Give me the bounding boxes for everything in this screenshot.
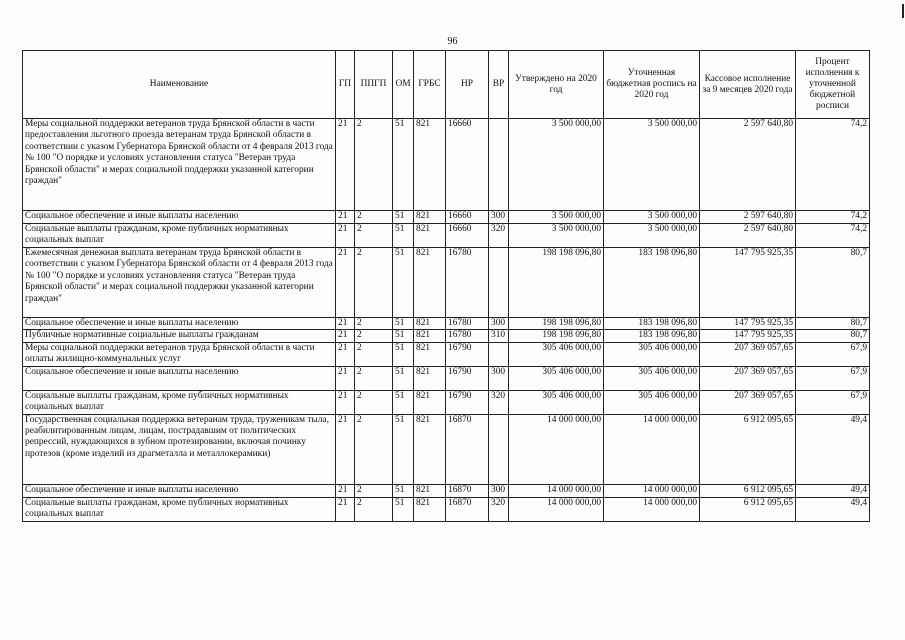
row-percent: 49,4 [796,497,870,521]
scan-edge-mark [902,4,904,18]
row-approved: 305 406 000,00 [509,342,604,366]
table-row [23,414,870,484]
row-vr: 320 [489,224,509,248]
row-percent: 74,2 [796,211,870,224]
row-np: 16870 [446,414,489,484]
row-cash: 6 912 095,65 [700,497,796,521]
row-om: 51 [393,211,414,224]
row-approved: 198 198 096,80 [509,330,604,342]
row-ppgp: 2 [355,119,393,211]
row-grbs: 821 [414,248,446,318]
row-ppgp: 2 [355,211,393,224]
row-cash: 6 912 095,65 [700,484,796,497]
table-row [23,119,870,211]
table-row [23,330,870,342]
row-gp: 21 [336,366,355,390]
row-approved: 305 406 000,00 [509,366,604,390]
row-vr [489,342,509,366]
row-np: 16790 [446,366,489,390]
row-vr: 300 [489,484,509,497]
row-name: Социальное обеспечение и иные выплаты населению [23,211,336,224]
header-refined: Уточненная бюджетная роспись на 2020 год [604,51,700,119]
row-percent: 67,9 [796,390,870,414]
row-ppgp: 2 [355,497,393,521]
table-header-row [23,51,870,119]
table-row [23,211,870,224]
header-approved: Утверждено на 2020 год [509,51,604,119]
row-approved: 14 000 000,00 [509,484,604,497]
header-vr: ВР [489,51,509,119]
row-om: 51 [393,484,414,497]
row-gp: 21 [336,342,355,366]
row-refined: 14 000 000,00 [604,484,700,497]
row-percent: 80,7 [796,318,870,330]
row-np: 16660 [446,119,489,211]
row-grbs: 821 [414,414,446,484]
row-refined: 14 000 000,00 [604,414,700,484]
row-approved: 14 000 000,00 [509,414,604,484]
row-approved: 14 000 000,00 [509,497,604,521]
row-ppgp: 2 [355,330,393,342]
row-approved: 3 500 000,00 [509,224,604,248]
row-grbs: 821 [414,119,446,211]
row-name: Социальное обеспечение и иные выплаты населению [23,366,336,390]
row-np: 16780 [446,318,489,330]
header-grbs: ГРБС [414,51,446,119]
budget-table [22,50,870,522]
row-om: 51 [393,119,414,211]
row-cash: 2 597 640,80 [700,224,796,248]
table-row [23,248,870,318]
row-np: 16780 [446,248,489,318]
header-gp: ГП [336,51,355,119]
table-row [23,484,870,497]
row-vr: 310 [489,330,509,342]
row-name: Меры социальной поддержки ветеранов труда Брянской области в части предоставления льготного проезда ветеранам труда Брянской области в соответствии с указом Губернатора Брянской области от 4 февраля 2013 года № 100 "О порядке и условиях установления статуса "Ветеран труда Брянской области" и мерах социальной поддержки указанной категории граждан" [23,119,336,211]
row-ppgp: 2 [355,366,393,390]
row-om: 51 [393,248,414,318]
row-om: 51 [393,330,414,342]
row-cash: 6 912 095,65 [700,414,796,484]
row-grbs: 821 [414,390,446,414]
row-vr: 320 [489,390,509,414]
row-cash: 207 369 057,65 [700,390,796,414]
table-row [23,497,870,521]
row-gp: 21 [336,497,355,521]
row-vr: 300 [489,366,509,390]
row-om: 51 [393,390,414,414]
row-cash: 147 795 925,35 [700,318,796,330]
row-vr [489,119,509,211]
row-approved: 305 406 000,00 [509,390,604,414]
row-ppgp: 2 [355,414,393,484]
row-approved: 3 500 000,00 [509,211,604,224]
row-approved: 3 500 000,00 [509,119,604,211]
row-gp: 21 [336,318,355,330]
header-np: НР [446,51,489,119]
row-refined: 183 198 096,80 [604,318,700,330]
row-cash: 207 369 057,65 [700,366,796,390]
row-grbs: 821 [414,224,446,248]
row-vr [489,248,509,318]
row-np: 16790 [446,342,489,366]
row-om: 51 [393,414,414,484]
row-refined: 3 500 000,00 [604,119,700,211]
row-ppgp: 2 [355,318,393,330]
row-cash: 2 597 640,80 [700,211,796,224]
row-refined: 305 406 000,00 [604,366,700,390]
table-row [23,318,870,330]
row-refined: 305 406 000,00 [604,342,700,366]
header-ppgp: ППГП [355,51,393,119]
row-ppgp: 2 [355,390,393,414]
row-om: 51 [393,224,414,248]
row-grbs: 821 [414,330,446,342]
row-np: 16790 [446,390,489,414]
table-row [23,342,870,366]
row-cash: 147 795 925,35 [700,248,796,318]
row-np: 16660 [446,224,489,248]
row-refined: 3 500 000,00 [604,224,700,248]
row-gp: 21 [336,414,355,484]
row-grbs: 821 [414,342,446,366]
row-np: 16870 [446,484,489,497]
row-name: Публичные нормативные социальные выплаты гражданам [23,330,336,342]
row-refined: 183 198 096,80 [604,248,700,318]
row-name: Социальные выплаты гражданам, кроме публичных нормативных социальных выплат [23,390,336,414]
row-percent: 80,7 [796,330,870,342]
row-om: 51 [393,366,414,390]
row-gp: 21 [336,211,355,224]
row-vr [489,414,509,484]
table-row [23,390,870,414]
row-np: 16660 [446,211,489,224]
row-gp: 21 [336,390,355,414]
table-row [23,366,870,390]
header-om: ОМ [393,51,414,119]
row-percent: 49,4 [796,484,870,497]
row-name: Государственная социальная поддержка ветеранам труда, труженикам тыла, реабилитированным лицам, лицам, пострадавшим от политических репрессий, нуждающихся в зубном протезировании, включая починку протезов (кроме изделий из драгметалла и металлокерамики) [23,414,336,484]
row-percent: 80,7 [796,248,870,318]
row-percent: 67,9 [796,366,870,390]
row-name: Меры социальной поддержки ветеранов труда Брянской области в части оплаты жилищно-коммунальных услуг [23,342,336,366]
row-approved: 198 198 096,80 [509,318,604,330]
row-refined: 305 406 000,00 [604,390,700,414]
row-vr: 300 [489,211,509,224]
header-percent: Процент исполнения к уточненной бюджетной росписи [796,51,870,119]
row-name: Ежемесячная денежная выплата ветеранам труда Брянской области в соответствии с указом Губернатора Брянской области от 4 февраля 2013 года № 100 "О порядке и условиях установления статуса "Ветеран труда Брянской области" и мерах социальной поддержки указанной категории граждан" [23,248,336,318]
row-name: Социальные выплаты гражданам, кроме публичных нормативных социальных выплат [23,224,336,248]
row-om: 51 [393,497,414,521]
row-ppgp: 2 [355,248,393,318]
row-approved: 198 198 096,80 [509,248,604,318]
row-name: Социальные выплаты гражданам, кроме публичных нормативных социальных выплат [23,497,336,521]
row-grbs: 821 [414,211,446,224]
row-grbs: 821 [414,497,446,521]
row-gp: 21 [336,484,355,497]
row-name: Социальное обеспечение и иные выплаты населению [23,318,336,330]
row-np: 16870 [446,497,489,521]
header-cash: Кассовое исполнение за 9 месяцев 2020 года [700,51,796,119]
row-gp: 21 [336,224,355,248]
row-refined: 14 000 000,00 [604,497,700,521]
row-percent: 49,4 [796,414,870,484]
row-ppgp: 2 [355,342,393,366]
row-vr: 320 [489,497,509,521]
row-grbs: 821 [414,484,446,497]
row-ppgp: 2 [355,224,393,248]
row-gp: 21 [336,330,355,342]
row-om: 51 [393,318,414,330]
row-om: 51 [393,342,414,366]
row-cash: 2 597 640,80 [700,119,796,211]
row-refined: 183 198 096,80 [604,330,700,342]
row-ppgp: 2 [355,484,393,497]
table-body [23,119,870,522]
row-cash: 147 795 925,35 [700,330,796,342]
row-grbs: 821 [414,318,446,330]
row-np: 16780 [446,330,489,342]
row-percent: 74,2 [796,224,870,248]
header-name: Наименование [23,51,336,119]
row-cash: 207 369 057,65 [700,342,796,366]
row-percent: 67,9 [796,342,870,366]
row-percent: 74,2 [796,119,870,211]
row-gp: 21 [336,248,355,318]
table-row [23,224,870,248]
page-number: 96 [447,36,458,47]
row-grbs: 821 [414,366,446,390]
row-gp: 21 [336,119,355,211]
row-vr: 300 [489,318,509,330]
row-name: Социальное обеспечение и иные выплаты населению [23,484,336,497]
row-refined: 3 500 000,00 [604,211,700,224]
